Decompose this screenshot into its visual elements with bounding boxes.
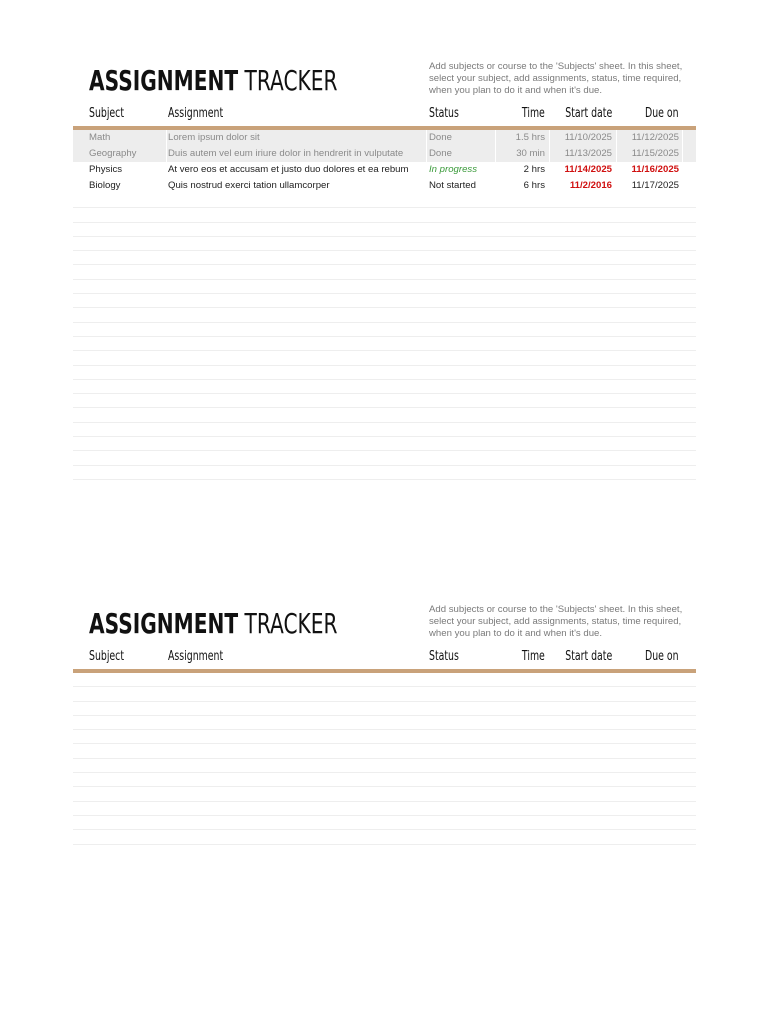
empty-row[interactable] bbox=[73, 208, 696, 222]
empty-row[interactable] bbox=[73, 251, 696, 265]
empty-row[interactable] bbox=[73, 366, 696, 380]
empty-row[interactable] bbox=[73, 294, 696, 308]
cell-due-on[interactable]: 11/15/2025 bbox=[631, 148, 679, 159]
header-start-date[interactable]: Start date bbox=[565, 106, 612, 121]
empty-row[interactable] bbox=[73, 380, 696, 394]
empty-row[interactable] bbox=[73, 423, 696, 437]
empty-row[interactable] bbox=[73, 237, 696, 251]
table-header bbox=[73, 106, 696, 126]
empty-row[interactable] bbox=[73, 687, 696, 701]
table-row[interactable] bbox=[73, 130, 696, 146]
cell-time[interactable]: 2 hrs bbox=[523, 164, 545, 175]
empty-row[interactable] bbox=[73, 744, 696, 758]
title-light: TRACKER bbox=[244, 64, 338, 97]
title-bold: ASSIGNMENT bbox=[89, 64, 239, 97]
header-status[interactable]: Status bbox=[429, 649, 459, 664]
header-due-on[interactable]: Due on bbox=[645, 649, 679, 664]
cell-assignment[interactable]: Duis autem vel eum iriure dolor in hendrerit in vulputate bbox=[168, 148, 404, 159]
empty-row[interactable] bbox=[73, 351, 696, 365]
empty-row[interactable] bbox=[73, 408, 696, 422]
cell-time[interactable]: 1.5 hrs bbox=[515, 132, 545, 143]
empty-row[interactable] bbox=[73, 816, 696, 830]
empty-row[interactable] bbox=[73, 787, 696, 801]
empty-row[interactable] bbox=[73, 223, 696, 237]
cell-status[interactable]: Done bbox=[429, 148, 452, 159]
empty-row[interactable] bbox=[73, 308, 696, 322]
cell-time[interactable]: 6 hrs bbox=[523, 180, 545, 191]
cell-subject[interactable]: Physics bbox=[89, 164, 123, 175]
empty-rows bbox=[73, 673, 696, 845]
header-due-on[interactable]: Due on bbox=[645, 106, 679, 121]
empty-row[interactable] bbox=[73, 280, 696, 294]
header-start-date[interactable]: Start date bbox=[565, 649, 612, 664]
cell-assignment[interactable]: At vero eos et accusam et justo duo dolores et ea rebum bbox=[168, 164, 409, 175]
header-time[interactable]: Time bbox=[522, 649, 545, 664]
empty-row[interactable] bbox=[73, 759, 696, 773]
cell-start-date[interactable]: 11/13/2025 bbox=[564, 148, 612, 159]
cell-start-date[interactable]: 11/2/2016 bbox=[569, 180, 612, 191]
empty-row[interactable] bbox=[73, 265, 696, 279]
empty-row[interactable] bbox=[73, 773, 696, 787]
cell-due-on[interactable]: 11/16/2025 bbox=[631, 164, 679, 175]
empty-row[interactable] bbox=[73, 451, 696, 465]
header-status[interactable]: Status bbox=[429, 106, 459, 121]
header-subject[interactable]: Subject bbox=[89, 106, 124, 121]
empty-row[interactable] bbox=[73, 716, 696, 730]
table-row[interactable] bbox=[73, 162, 696, 178]
cell-start-date[interactable]: 11/14/2025 bbox=[564, 164, 612, 175]
header-time[interactable]: Time bbox=[522, 106, 545, 121]
cell-start-date[interactable]: 11/10/2025 bbox=[564, 132, 612, 143]
page-title bbox=[89, 64, 338, 97]
header-assignment[interactable]: Assignment bbox=[168, 106, 224, 121]
empty-row[interactable] bbox=[73, 337, 696, 351]
empty-row[interactable] bbox=[73, 802, 696, 816]
instructions-note: Add subjects or course to the 'Subjects' sheet. In this sheet, select your subject, add assignments, status, time required, when you plan to do it and when it's due. bbox=[429, 604, 683, 639]
table-row[interactable] bbox=[73, 178, 696, 194]
assignment-table bbox=[73, 130, 696, 480]
empty-row[interactable] bbox=[73, 466, 696, 480]
assignment-table bbox=[73, 673, 696, 845]
empty-row[interactable] bbox=[73, 194, 696, 208]
cell-subject[interactable]: Biology bbox=[89, 180, 121, 191]
instructions-note: Add subjects or course to the 'Subjects' sheet. In this sheet, select your subject, add assignments, status, time required, when you plan to do it and when it's due. bbox=[429, 61, 683, 96]
cell-due-on[interactable]: 11/17/2025 bbox=[631, 180, 679, 191]
empty-row[interactable] bbox=[73, 673, 696, 687]
cell-status[interactable]: In progress bbox=[429, 164, 477, 175]
header-subject[interactable]: Subject bbox=[89, 649, 124, 664]
empty-row[interactable] bbox=[73, 830, 696, 844]
title-light: TRACKER bbox=[244, 607, 338, 640]
cell-assignment[interactable]: Lorem ipsum dolor sit bbox=[168, 132, 260, 143]
cell-assignment[interactable]: Quis nostrud exerci tation ullamcorper bbox=[168, 180, 330, 191]
header-assignment[interactable]: Assignment bbox=[168, 649, 224, 664]
cell-time[interactable]: 30 min bbox=[516, 148, 545, 159]
cell-status[interactable]: Not started bbox=[429, 180, 476, 191]
cell-due-on[interactable]: 11/12/2025 bbox=[631, 132, 679, 143]
empty-row[interactable] bbox=[73, 394, 696, 408]
empty-rows bbox=[73, 194, 696, 480]
cell-subject[interactable]: Geography bbox=[89, 148, 137, 159]
empty-row[interactable] bbox=[73, 437, 696, 451]
title-bold: ASSIGNMENT bbox=[89, 607, 239, 640]
page-title bbox=[89, 607, 338, 640]
table-header bbox=[73, 649, 696, 669]
cell-status[interactable]: Done bbox=[429, 132, 452, 143]
cell-subject[interactable]: Math bbox=[89, 132, 111, 143]
empty-row[interactable] bbox=[73, 323, 696, 337]
empty-row[interactable] bbox=[73, 702, 696, 716]
table-row[interactable] bbox=[73, 146, 696, 162]
empty-row[interactable] bbox=[73, 730, 696, 744]
